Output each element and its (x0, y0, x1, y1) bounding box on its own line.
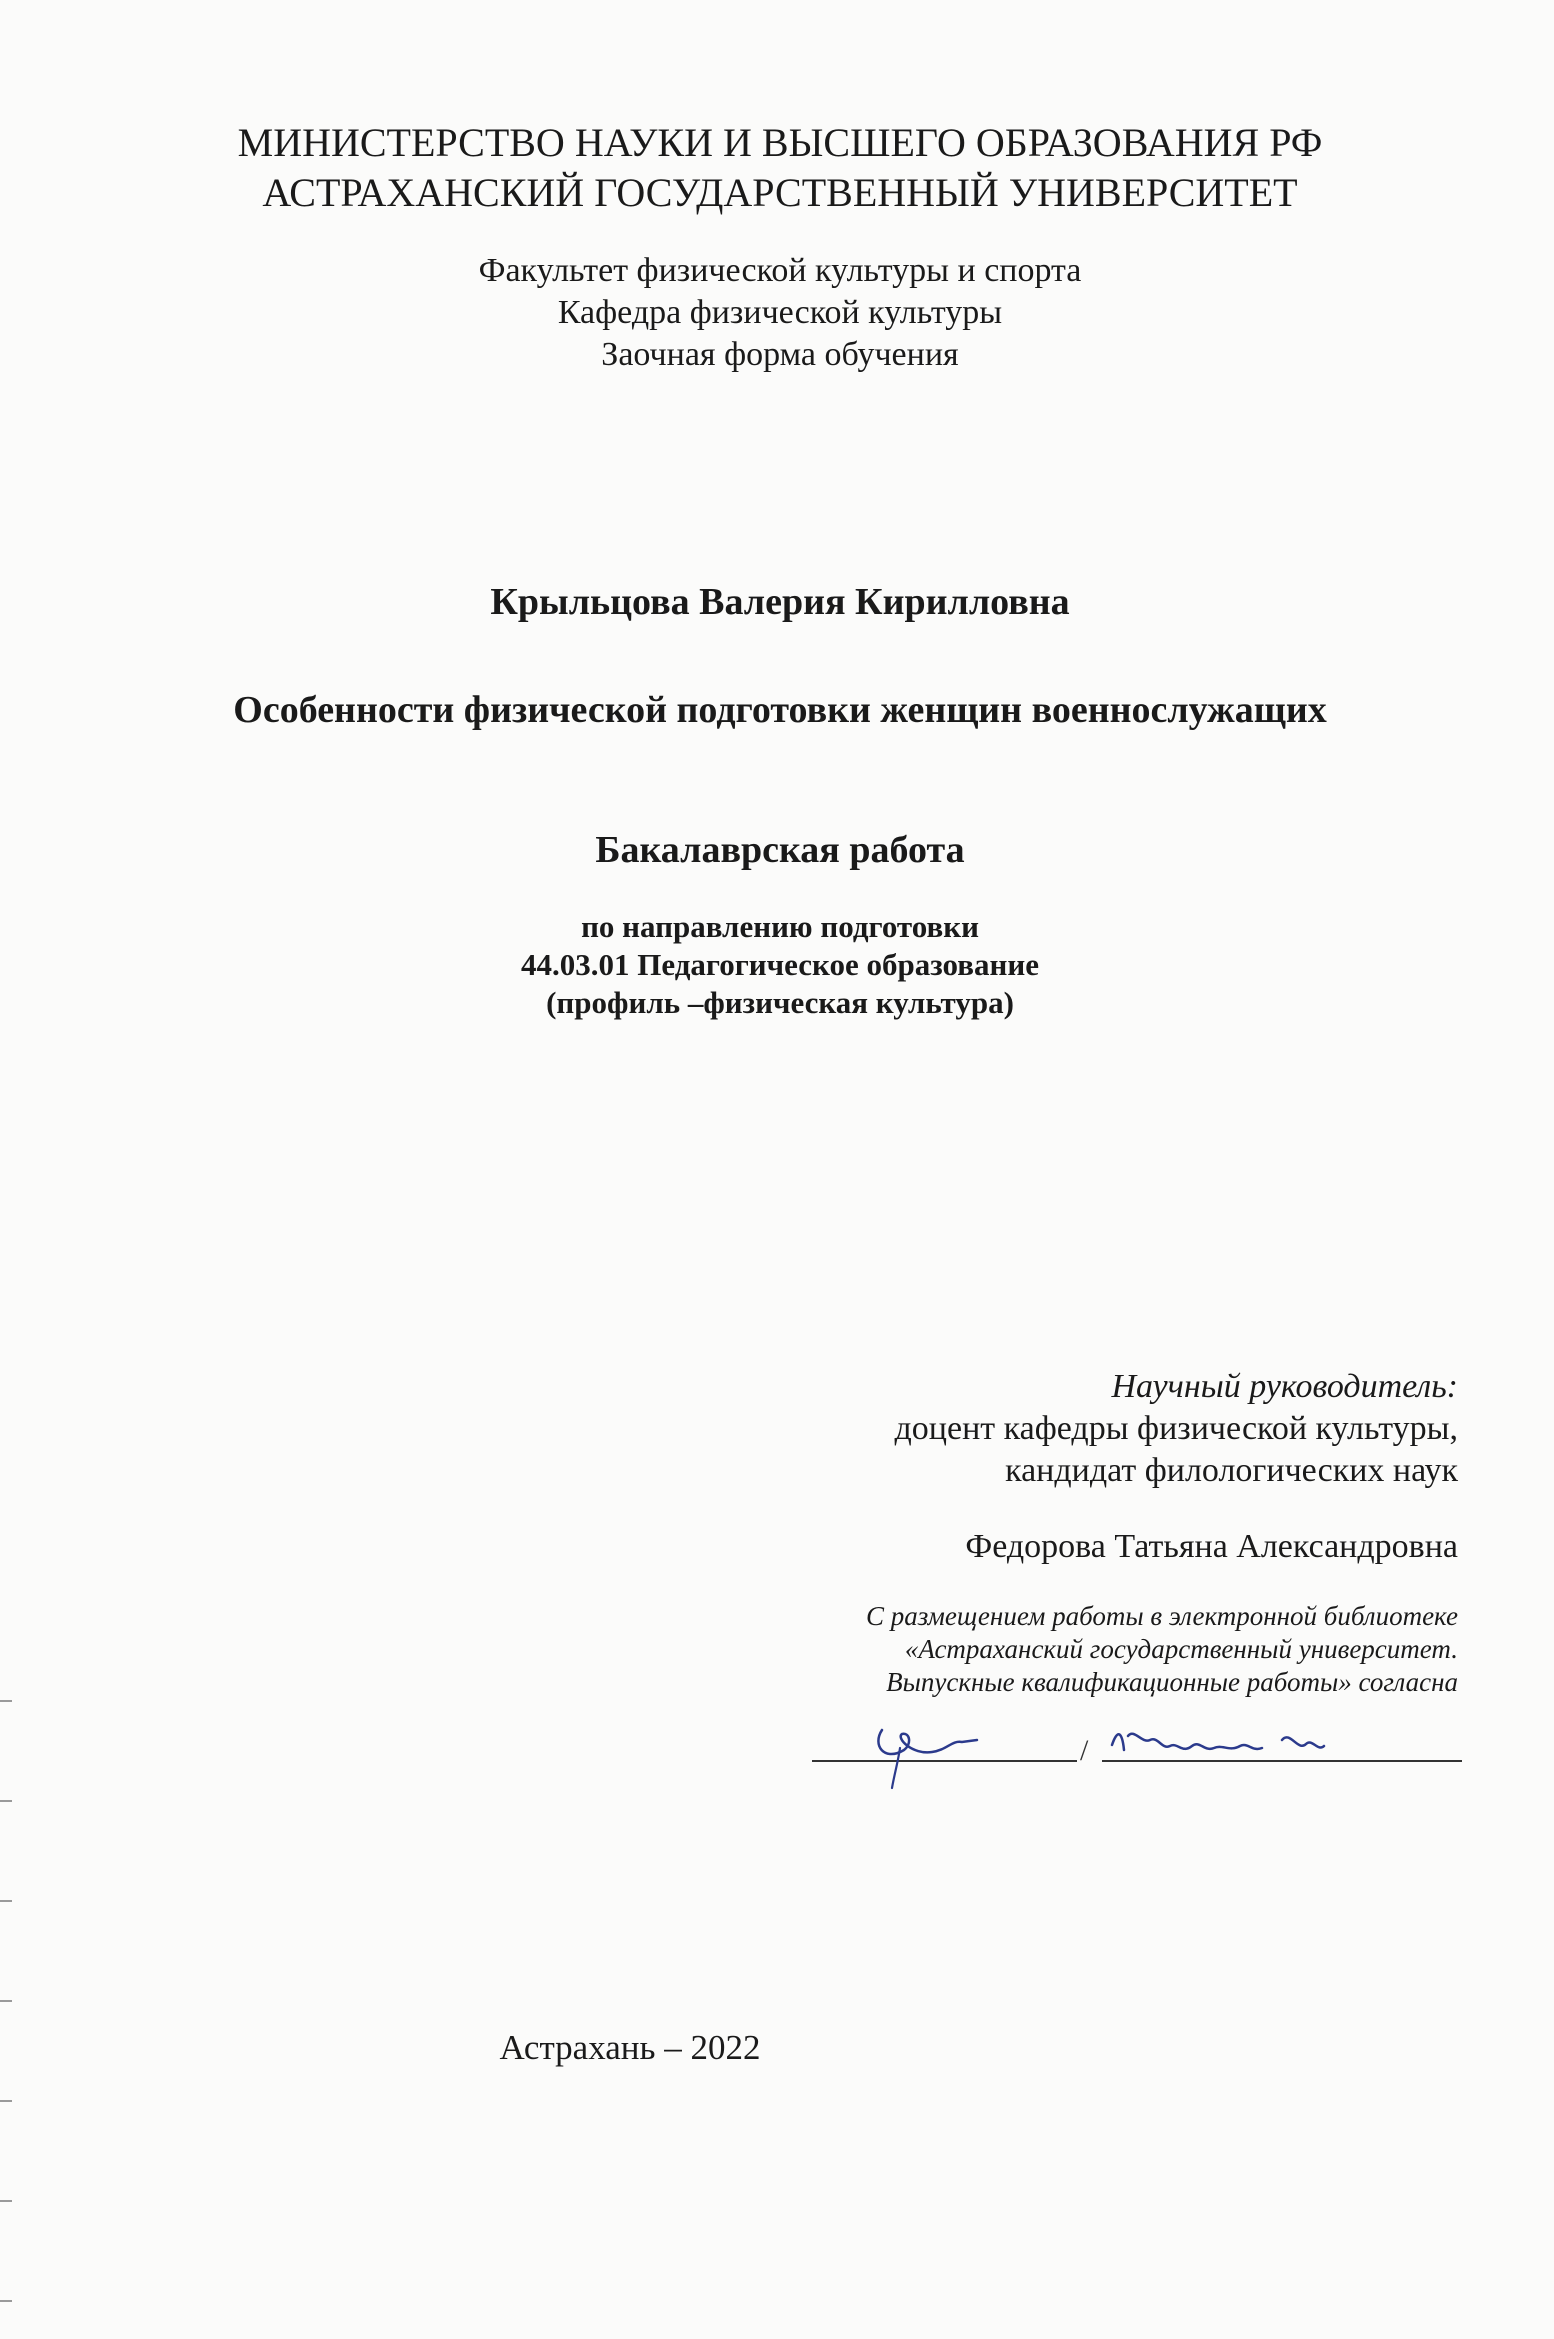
binding-mark (0, 2000, 12, 2002)
binding-mark (0, 1700, 12, 1702)
department-name: Кафедра физической культуры (557, 294, 1003, 331)
binding-mark (0, 2300, 12, 2302)
thesis-title: Особенности физической подготовки женщин военнослужащих (233, 689, 1327, 731)
consent-line-2: «Астраханский государственный университет. (904, 1634, 1458, 1664)
supervisor-label: Научный руководитель: (1111, 1368, 1458, 1405)
work-type: Бакалаврская работа (595, 829, 965, 871)
supervisor-block (558, 1366, 1458, 1492)
consent-line-1: С размещением работы в электронной библиотеке (866, 1601, 1458, 1631)
binding-mark (0, 2200, 12, 2202)
binding-mark (0, 2100, 12, 2102)
supervisor-name: Федорова Татьяна Александровна (965, 1528, 1458, 1565)
study-direction (130, 908, 1430, 1022)
city-year: Астрахань – 2022 (499, 2028, 761, 2067)
direction-code: 44.03.01 Педагогическое образование (521, 947, 1039, 982)
library-consent (558, 1600, 1458, 1699)
direction-profile: (профиль –физическая культура) (546, 985, 1014, 1020)
author-name: Крыльцова Валерия Кирилловна (490, 581, 1070, 623)
handwritten-signature (812, 1700, 1462, 1790)
faculty-block (130, 250, 1430, 376)
binding-mark (0, 1800, 12, 1802)
study-form: Заочная форма обучения (601, 336, 959, 373)
supervisor-position: доцент кафедры физической культуры, (894, 1410, 1458, 1447)
university-name: АСТРАХАНСКИЙ ГОСУДАРСТВЕННЫЙ УНИВЕРСИТЕТ (262, 170, 1298, 215)
binding-mark (0, 1900, 12, 1902)
consent-line-3: Выпускные квалификационные работы» согласна (886, 1667, 1458, 1697)
signature-separator: / (1080, 1734, 1089, 1767)
ministry-header (130, 118, 1430, 218)
ministry-name: МИНИСТЕРСТВО НАУКИ И ВЫСШЕГО ОБРАЗОВАНИЯ РФ (237, 120, 1323, 165)
supervisor-degree: кандидат филологических наук (1005, 1452, 1458, 1489)
faculty-name: Факультет физической культуры и спорта (478, 252, 1082, 289)
direction-label: по направлению подготовки (581, 909, 979, 944)
signature-row (812, 1700, 1462, 1790)
